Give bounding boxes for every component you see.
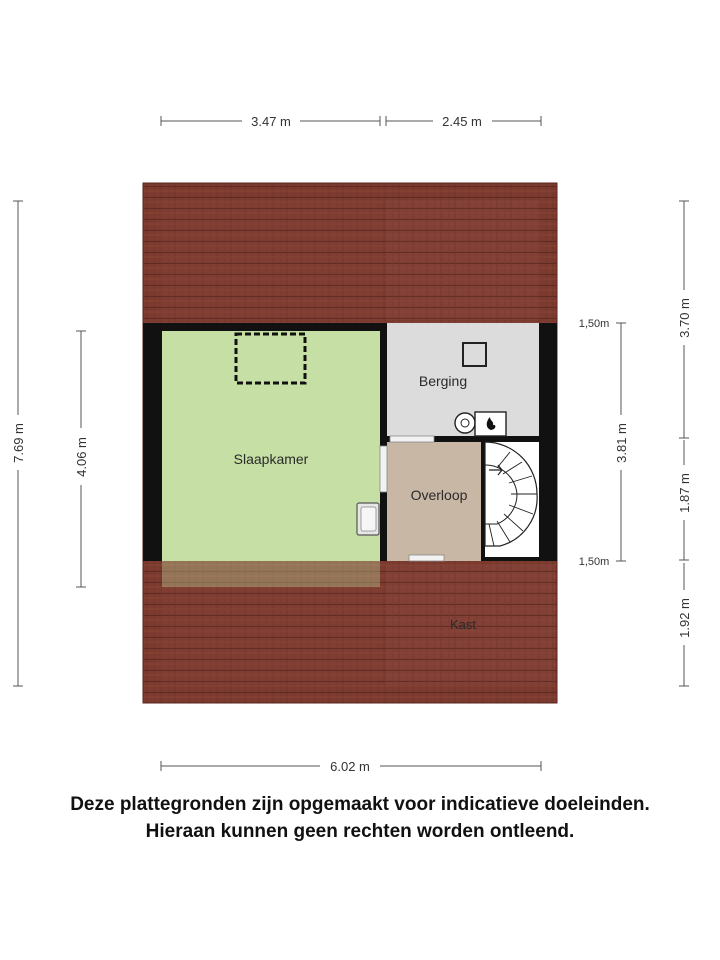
dimension-bottom: 6.02 m xyxy=(330,759,370,774)
disclaimer-line-2: Hieraan kunnen geen rechten worden ontleend. xyxy=(145,821,575,842)
radiator xyxy=(357,503,379,535)
door-bedroom xyxy=(380,446,387,492)
boiler-unit xyxy=(455,412,506,436)
dimension-right-middle: 1.87 m xyxy=(677,473,692,513)
dimension-right-bottom: 1.92 m xyxy=(677,598,692,638)
door-kast xyxy=(409,555,444,561)
door-storage xyxy=(390,436,434,442)
dimension-left-inner: 4.06 m xyxy=(74,437,89,477)
dimension-top-left: 3.47 m xyxy=(251,114,291,129)
disclaimer-line-1: Deze plattegronden zijn opgemaakt voor indicatieve doeleinden. xyxy=(70,794,650,815)
dimension-inner-right: 3.81 m xyxy=(614,423,629,463)
staircase xyxy=(485,442,539,557)
ceiling-height-top: 1,50m xyxy=(578,318,610,330)
room-label-slaapkamer: Slaapkamer xyxy=(233,451,309,467)
room-label-kast: Kast xyxy=(449,617,477,632)
dimension-left-outer: 7.69 m xyxy=(11,423,26,463)
dimension-right-top: 3.70 m xyxy=(677,298,692,338)
room-label-berging: Berging xyxy=(418,373,468,389)
dimension-top-right: 2.45 m xyxy=(442,114,482,129)
ceiling-height-bottom: 1,50m xyxy=(578,556,610,568)
room-label-overloop: Overloop xyxy=(410,487,468,503)
